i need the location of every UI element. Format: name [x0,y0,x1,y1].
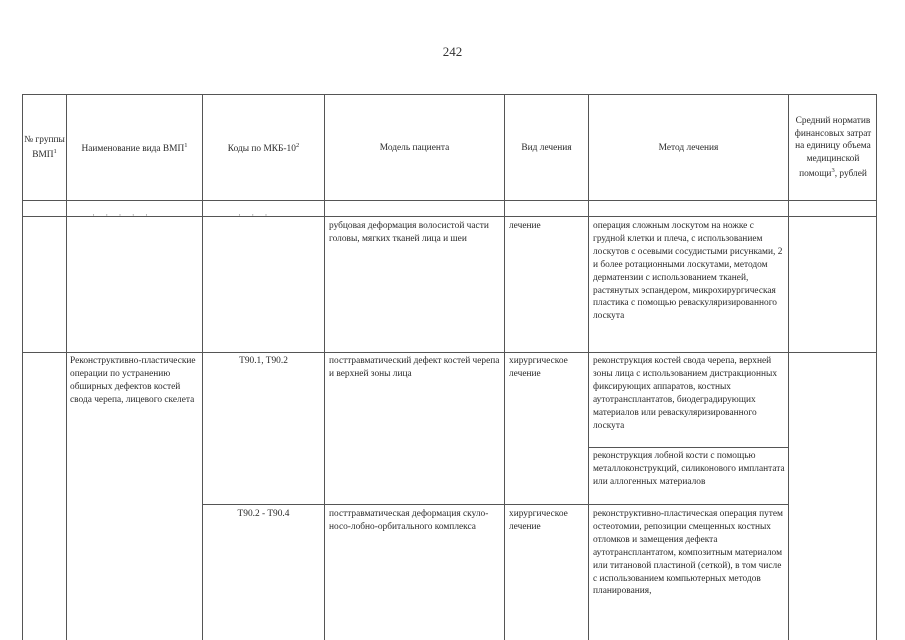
header-treatment-type-text: Вид лечения [521,142,572,153]
row2-icd-codes: T90.1, T90.2 [239,356,288,366]
footnote-mark: 2 [295,142,300,150]
row2-treatment-type: хирургическое лечение [509,356,568,379]
col-border-1 [66,94,67,640]
col-border-0 [22,94,23,640]
header-patient-model [326,96,503,200]
row1-patient-model: рубцовая деформация волосистой части головы, мягких тканей лица и шеи [329,221,489,244]
row2-treatment-method-1: реконструкция костей свода черепа, верхней зоны лица с использованием дистракционных фиксирующих аппаратов, костных аутотрансплантатов, биодеградирующих материалов или реваскуляризированного лоскута [593,356,778,431]
header-cost-norm-text: Средний норматив финансовых затрат на единицу объема медицинской помощи [794,116,872,180]
row3-icd-codes: T90.2 - T90.4 [237,509,290,519]
row3-treatment-type: хирургическое лечение [509,509,568,532]
row2-patient-model: посттравматический дефект костей черепа и верхней зоны лица [329,356,500,379]
faint-marks: · · · [238,210,272,220]
table-top-border [22,94,877,95]
header-vmp-name [68,96,201,200]
header-bottom-border [22,200,877,201]
header-patient-model-text: Модель пациента [379,142,450,153]
col-border-3 [324,94,325,640]
row1-treatment-method: операция сложным лоскутом на ножке с грудной клетки и плеча, с использованием лоскутов с осевыми сосудистыми рисунками, 2 и более ротационными лоскутами, методом дерматензии с использованием тканей, растянутых эспандером, микрохирургическая пластика с помощью реваскуляризированного лоскута [593,221,783,322]
col-border-7 [876,94,877,640]
header-treatment-method [590,96,787,200]
row1-bottom-border [22,352,877,353]
row2-vmp-name: Реконструктивно-пластические операции по устранению обширных дефектов костей свода черепа, лицевого скелета [70,356,196,405]
col-border-2 [202,94,203,640]
footnote-mark: 1 [184,142,188,150]
col-border-5 [588,94,589,640]
row1-treatment-type: лечение [509,221,541,231]
col-border-6 [788,94,789,640]
row3-patient-model: посттравматическая деформация скуло-носо-лобно-орбитального комплекса [329,509,489,532]
header-group-number [24,96,65,200]
vmp-table [22,94,877,640]
header-icd-codes-text: Коды по МКБ-10 [227,144,296,155]
header-group-number-text: № группы ВМП [24,134,65,161]
header-treatment-type [506,96,587,200]
row2-method-divider [588,447,788,448]
row2-bottom-border [202,504,788,505]
row2-treatment-method-2: реконструкция лобной кости с помощью металлоконструкций, силиконового имплантата или аллогенных материалов [593,451,785,487]
faint-marks: · · · · · [92,210,152,220]
page-number: 242 [442,44,463,59]
header-treatment-method-text: Метод лечения [658,142,719,153]
header-icd-codes [204,96,323,200]
col-border-4 [504,94,505,640]
header-vmp-name-text: Наименование вида ВМП [81,144,185,155]
row3-treatment-method: реконструктивно-пластическая операция путем остеотомии, репозиции смещенных костных отломков и замещения дефекта аутотрансплантатом, композитным материалом или титановой пластиной (сеткой), в том числе с использованием компьютерных методов планирования, [593,509,783,597]
footnote-mark: 3 [831,167,835,175]
header-cost-norm [792,96,874,200]
footnote-mark: 1 [53,148,57,156]
header-cost-norm-tail: , рублей [834,169,867,180]
